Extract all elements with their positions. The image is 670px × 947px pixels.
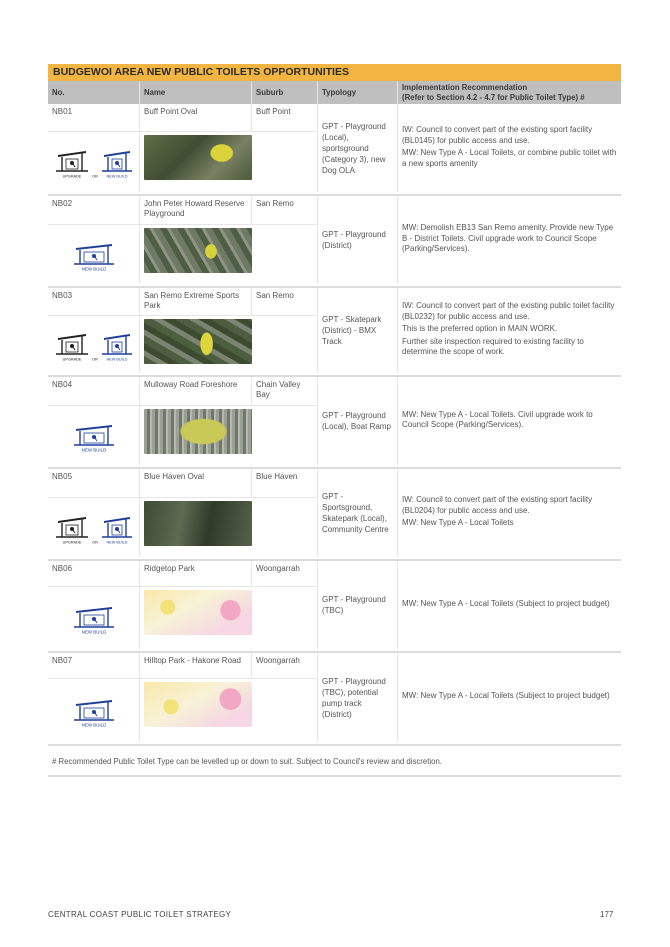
col-rec-line2: (Refer to Section 4.2 - 4.7 for Public Toilet Type) # bbox=[402, 93, 585, 102]
new-build-label: NEW BUILD bbox=[81, 722, 106, 727]
recommendation bbox=[398, 469, 621, 557]
recommendation-line: MW: New Type A - Local Toilets (Subject to project budget) bbox=[402, 598, 610, 608]
toilet-type-icon bbox=[48, 498, 140, 557]
site-name: Blue Haven Oval bbox=[140, 469, 252, 498]
site-aerial-image bbox=[140, 498, 318, 557]
new-build-label: NEW BUILD bbox=[105, 540, 128, 544]
col-no: No. bbox=[48, 81, 140, 104]
table-row bbox=[48, 653, 621, 746]
recommendation bbox=[398, 288, 621, 373]
suburb: Blue Haven bbox=[252, 469, 318, 498]
suburb: San Remo bbox=[252, 196, 318, 225]
table-row bbox=[48, 196, 621, 288]
footnote: # Recommended Public Toilet Type can be levelled up or down to suit. Subject to Council's review and discretion. bbox=[48, 746, 621, 777]
col-name: Name bbox=[140, 81, 252, 104]
col-typology: Typology bbox=[318, 81, 398, 104]
recommendation-line: MW: New Type A - Local Toilets. Civil upgrade work to Council Scope (Parking/Services). bbox=[402, 409, 593, 429]
toilet-type-icon bbox=[48, 587, 140, 649]
recommendation bbox=[398, 196, 621, 284]
recommendation-line: IW: Council to convert part of the existing sport facility (BL0204) for public access and use. bbox=[402, 495, 593, 515]
toilet-type-icon bbox=[48, 316, 140, 373]
toilet-type-icon bbox=[48, 225, 140, 284]
typology: GPT - Playground (TBC) bbox=[318, 561, 398, 649]
row-number: NB06 bbox=[48, 561, 140, 587]
site-aerial-image bbox=[140, 406, 318, 465]
opportunities-table bbox=[48, 64, 621, 777]
footer-title: CENTRAL COAST PUBLIC TOILET STRATEGY bbox=[48, 910, 232, 919]
toilet-type-icon bbox=[48, 132, 140, 192]
aerial-photo bbox=[144, 682, 252, 727]
site-aerial-image bbox=[140, 132, 318, 192]
recommendation-line: This is the preferred option in MAIN WORK. bbox=[402, 324, 558, 334]
col-recommendation bbox=[398, 81, 621, 104]
aerial-photo bbox=[144, 501, 252, 546]
suburb: Buff Point bbox=[252, 104, 318, 132]
col-rec-line1: Implementation Recommendation bbox=[402, 83, 528, 92]
recommendation-line: MW: New Type A - Local Toilets, or combine public toilet with a new sports amenity bbox=[402, 148, 617, 168]
toilet-type-icon bbox=[48, 406, 140, 465]
suburb: Woongarrah bbox=[252, 561, 318, 587]
aerial-photo bbox=[144, 135, 252, 180]
new-build-label: NEW BUILD bbox=[105, 357, 128, 361]
table-title: BUDGEWOI AREA NEW PUBLIC TOILETS OPPORTUNITIES bbox=[48, 64, 621, 81]
aerial-photo bbox=[144, 319, 252, 364]
table-row bbox=[48, 561, 621, 653]
row-number: NB03 bbox=[48, 288, 140, 316]
row-number: NB04 bbox=[48, 377, 140, 406]
site-name: Mulloway Road Foreshore bbox=[140, 377, 252, 406]
new-build-label: NEW BUILD bbox=[81, 629, 106, 635]
table-row bbox=[48, 469, 621, 561]
new-build-label: NEW BUILD bbox=[81, 266, 106, 271]
or-label: OR bbox=[91, 174, 98, 179]
or-label: OR bbox=[91, 540, 98, 544]
site-name: Ridgetop Park bbox=[140, 561, 252, 587]
recommendation bbox=[398, 653, 621, 742]
table-row bbox=[48, 288, 621, 377]
site-name: Buff Point Oval bbox=[140, 104, 252, 132]
row-number: NB05 bbox=[48, 469, 140, 498]
typology: GPT - Skatepark (District) - BMX Track bbox=[318, 288, 398, 373]
row-number: NB02 bbox=[48, 196, 140, 225]
upgrade-label: UPGRADE bbox=[62, 540, 81, 544]
typology: GPT - Playground (Local), sportsground (Category 3), new Dog OLA bbox=[318, 104, 398, 192]
typology: GPT - Playground (TBC), potential pump track (District) bbox=[318, 653, 398, 742]
site-aerial-image bbox=[140, 587, 318, 649]
site-name: John Peter Howard Reserve Playground bbox=[140, 196, 252, 225]
recommendation bbox=[398, 104, 621, 192]
typology: GPT - Playground (District) bbox=[318, 196, 398, 284]
suburb: Chain Valley Bay bbox=[252, 377, 318, 406]
recommendation-line: MW: New Type A - Local Toilets bbox=[402, 518, 514, 528]
recommendation-line: IW: Council to convert part of the existing public toilet facility (BL0232) for public access and use. bbox=[402, 301, 615, 321]
table-header bbox=[48, 81, 621, 104]
row-number: NB07 bbox=[48, 653, 140, 679]
recommendation-line: MW: Demolish EB13 San Remo amenity. Provide new Type B - District Toilets. Civil upgrade work to Council Scope (Parking/Services). bbox=[402, 223, 614, 254]
aerial-photo bbox=[144, 590, 252, 635]
table-row bbox=[48, 104, 621, 196]
upgrade-label: UPGRADE bbox=[62, 357, 81, 361]
site-aerial-image bbox=[140, 316, 318, 373]
site-name: San Remo Extreme Sports Park bbox=[140, 288, 252, 316]
aerial-photo bbox=[144, 409, 252, 454]
recommendation-line: Further site inspection required to existing facility to determine the scope of work. bbox=[402, 336, 584, 357]
aerial-photo bbox=[144, 228, 252, 273]
or-label: OR bbox=[91, 357, 98, 361]
recommendation-line: IW: Council to convert part of the existing sport facility (BL0145) for public access and use. bbox=[402, 125, 593, 145]
site-aerial-image bbox=[140, 225, 318, 284]
row-number: NB01 bbox=[48, 104, 140, 132]
site-aerial-image bbox=[140, 679, 318, 742]
recommendation-line: MW: New Type A - Local Toilets (Subject to project budget) bbox=[402, 691, 610, 701]
toilet-type-icon bbox=[48, 679, 140, 742]
page-number: 177 bbox=[600, 910, 614, 919]
new-build-label: NEW BUILD bbox=[81, 447, 106, 452]
typology: GPT - Playground (Local), Boat Ramp bbox=[318, 377, 398, 465]
suburb: Woongarrah bbox=[252, 653, 318, 679]
upgrade-label: UPGRADE bbox=[62, 174, 81, 179]
table-body bbox=[48, 104, 621, 746]
suburb: San Remo bbox=[252, 288, 318, 316]
table-row bbox=[48, 377, 621, 469]
site-name: Hilltop Park - Hakone Road bbox=[140, 653, 252, 679]
recommendation bbox=[398, 377, 621, 465]
typology: GPT - Sportsground, Skatepark (Local), Community Centre bbox=[318, 469, 398, 557]
col-suburb: Suburb bbox=[252, 81, 318, 104]
recommendation bbox=[398, 561, 621, 649]
new-build-label: NEW BUILD bbox=[105, 174, 128, 179]
